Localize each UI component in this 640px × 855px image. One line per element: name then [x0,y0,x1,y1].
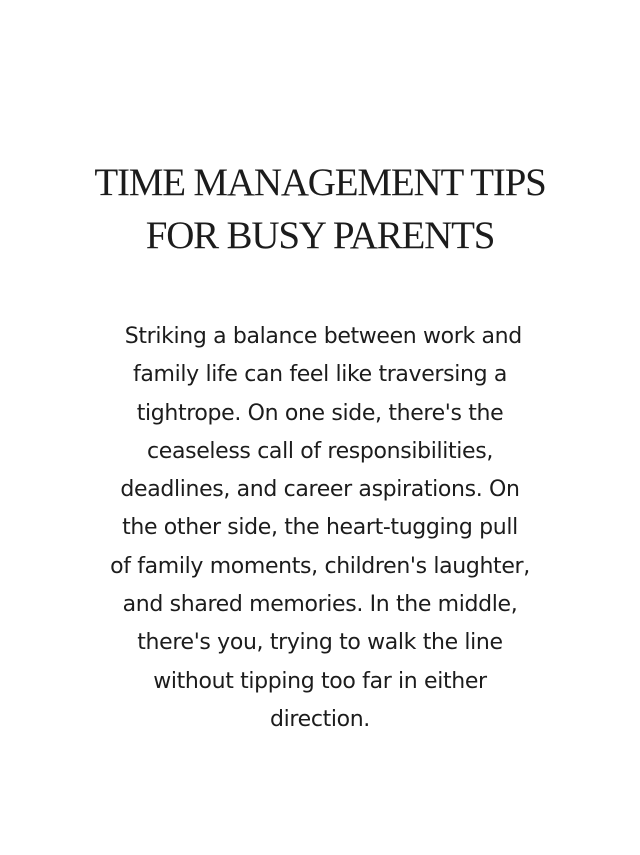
page-title [40,156,600,262]
title-line: FOR BUSY PARENTS [145,214,495,257]
body-line: without tipping too far in either [153,668,487,694]
body-line: direction. [270,706,370,732]
body-line: there's you, trying to walk the line [137,630,503,656]
body-line: deadlines, and career aspirations. On [120,477,520,503]
body-line: and shared memories. In the middle, [122,592,518,618]
title-line: TIME MANAGEMENT TIPS [94,161,546,204]
body-line: the other side, the heart-tugging pull [122,515,518,541]
body-paragraph [60,318,580,739]
body-line: of family moments, children's laughter, [110,553,530,579]
body-line: ceaseless call of responsibilities, [147,438,493,464]
body-line: family life can feel like traversing a [133,362,507,388]
body-line: tightrope. On one side, there's the [136,400,504,426]
body-line: Striking a balance between work and [118,324,522,349]
